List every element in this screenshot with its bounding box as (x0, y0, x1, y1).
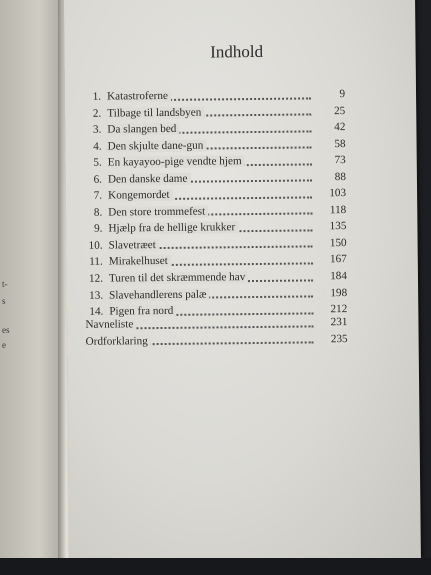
page-number: 212 (327, 303, 347, 315)
chapter-number: 13. (89, 289, 104, 302)
chapter-number: 8. (93, 206, 103, 219)
chapter-number: 3. (92, 123, 102, 136)
page-number: 150 (327, 237, 347, 249)
chapter-number: 6. (93, 173, 102, 186)
book-page (64, 0, 421, 562)
entry-title: Ordforklaring (86, 335, 151, 348)
entry-title: Da slangen bed (107, 123, 179, 136)
page-number: 73 (331, 154, 345, 166)
left-page-fragment: s (2, 296, 6, 306)
page-number: 198 (327, 287, 347, 299)
entry-title: Mirakelhuset (109, 255, 171, 268)
page-number: 135 (327, 220, 347, 232)
entry-title: Slavetræet (109, 239, 159, 252)
entry-title: En kayayoo-pige vendte hjem (108, 155, 245, 168)
page-number: 42 (331, 121, 345, 133)
entry-title: Hjælp fra de hellige krukker (108, 222, 238, 235)
chapter-number: 2. (92, 107, 102, 120)
appendix-list (85, 314, 347, 350)
entry-title: Den store trommefest (108, 205, 208, 218)
left-page-fragment: e (2, 340, 6, 350)
left-page-fragment: es (2, 325, 10, 335)
chapter-number: 12. (88, 272, 104, 285)
page-number: 25 (331, 105, 345, 117)
chapter-number: 7. (93, 189, 103, 202)
entry-title: Turen til det skræmmende hav (109, 271, 248, 284)
entry-title: Slavehandlerens palæ (109, 288, 209, 301)
chapter-number: 4. (93, 140, 102, 153)
page-number: 9 (336, 88, 345, 100)
page-number: 58 (331, 138, 345, 150)
dark-background (0, 558, 431, 575)
page-number: 231 (328, 316, 348, 328)
page-number: 103 (326, 187, 346, 199)
entry-title: Den skjulte dane-gun (108, 139, 207, 152)
page-number: 167 (327, 254, 347, 266)
entry-title: Pigen fra nord (109, 305, 176, 318)
chapter-number: 5. (93, 156, 102, 169)
chapter-number: 1. (92, 90, 102, 103)
page-number: 88 (332, 171, 346, 183)
entry-title: Navneliste (85, 318, 136, 331)
left-page-edge (0, 0, 66, 558)
table-of-contents (83, 86, 347, 320)
chapter-number: 9. (93, 222, 103, 236)
entry-title: Kongemordet (108, 189, 173, 202)
chapter-number: 10. (88, 239, 103, 252)
entry-title: Den danske dame (108, 172, 191, 185)
page-number: 118 (327, 204, 346, 216)
page-number: 184 (327, 270, 347, 282)
chapter-number: 11. (89, 256, 103, 269)
left-page-fragment: t- (2, 279, 8, 289)
entry-title: Tilbage til landsbyen (107, 106, 204, 119)
entry-title: Katastroferne (107, 90, 171, 103)
appendix-entry (86, 331, 348, 350)
page-number: 235 (328, 333, 348, 345)
page-title: Indhold (210, 41, 264, 62)
chapter-number: 14. (89, 305, 104, 318)
